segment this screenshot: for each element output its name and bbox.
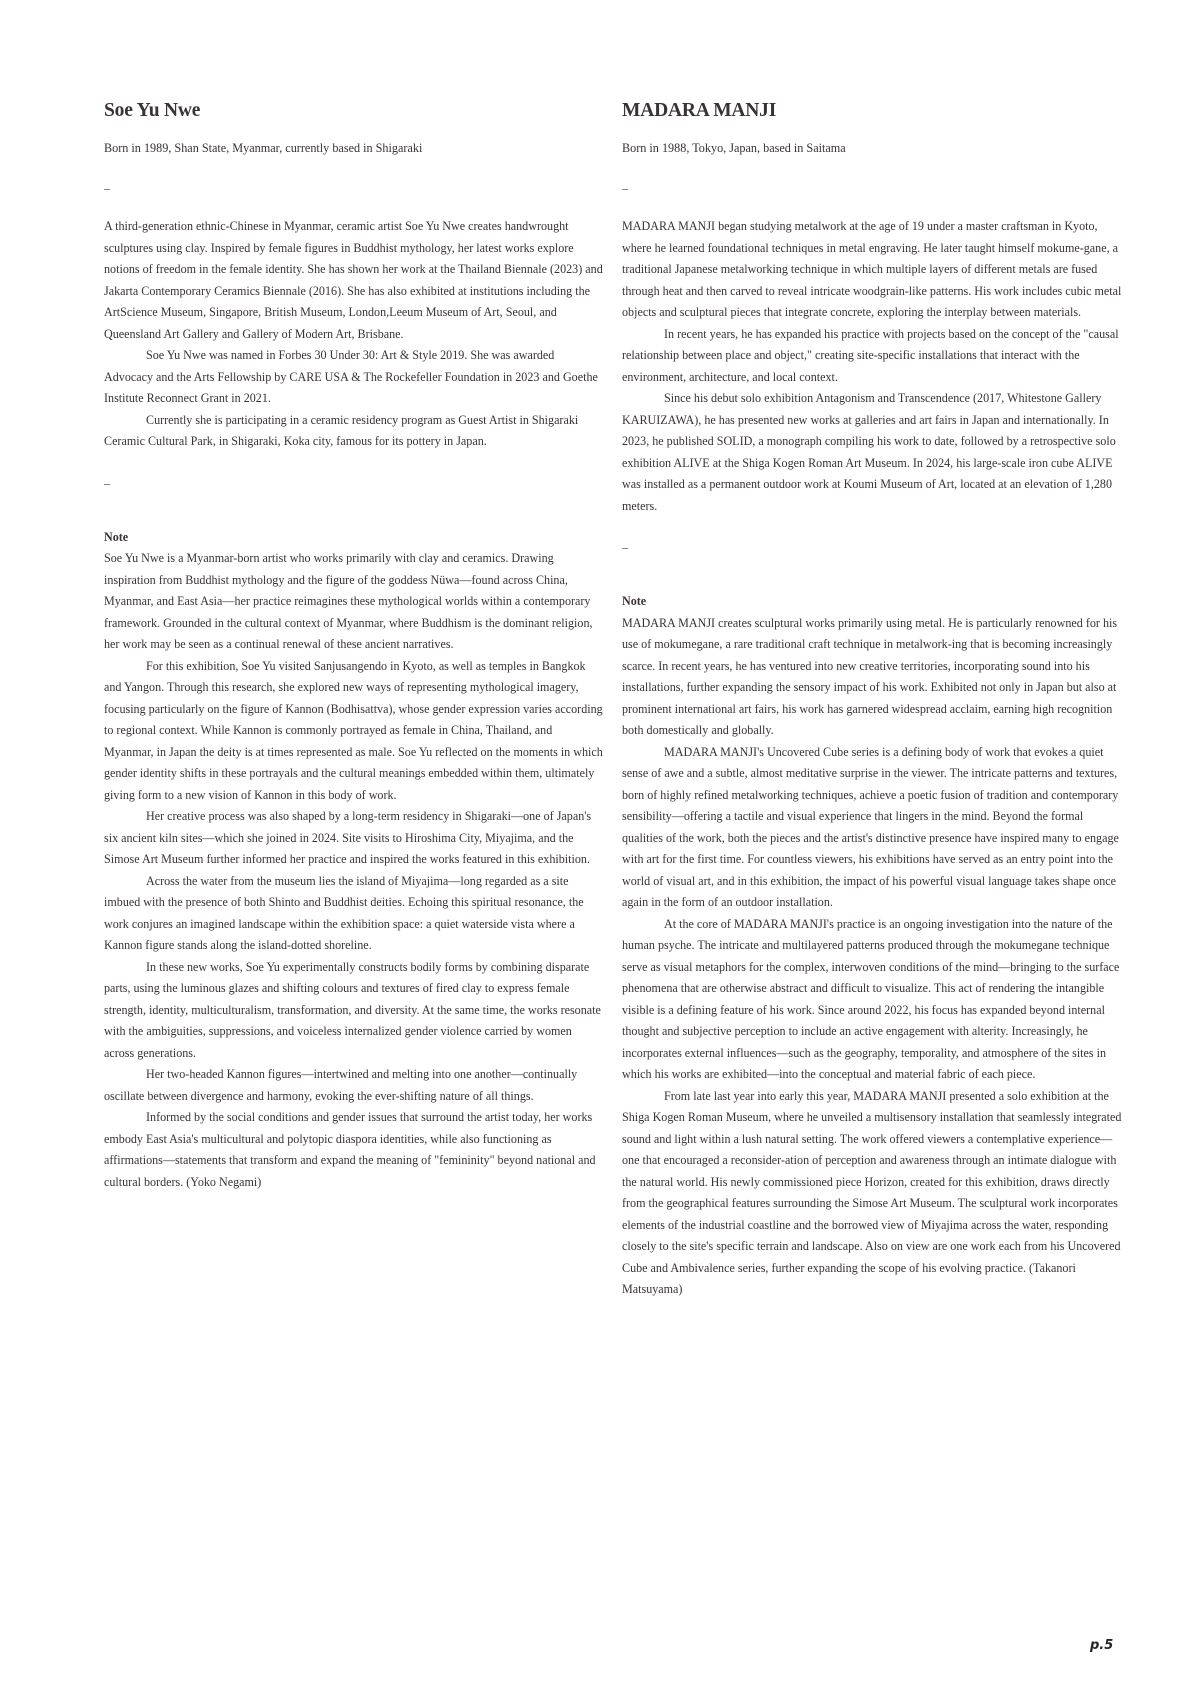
note-paragraph: MADARA MANJI's Uncovered Cube series is a defining body of work that evokes a quiet sense of awe and a subtle, almost meditative surprise in the viewer. The intricate patterns and textures, born of highly refined metalworking techniques, achieve a poetic fusion of tradition and contemporary sensibility—offering a tactile and visual experience that lingers in the mind. Beyond the formal qualities of the work, both the pieces and the artist's distinctive presence have inspired many to engage with art for the first time. For countless viewers, his exhibitions have served as an entry point into the world of visual art, and in this exhibition, the impact of his powerful visual language takes shape once again in the form of an outdoor installation.	[622, 744, 1119, 909]
section-divider-dash: –	[104, 181, 110, 195]
bio-paragraph: Currently she is participating in a ceramic residency program as Guest Artist in Shigaraki Ceramic Cultural Park, in Shigaraki, Koka city, famous for its pottery in Japan.	[104, 412, 579, 448]
note-paragraph: MADARA MANJI creates sculptural works primarily using metal. He is particularly renowned for his use of mokumegane, a rare traditional craft technique in metalwork-ing that is becoming increasingly scarce. In recent years, he has ventured into new creative territories, incorporating sound into his installations, further expanding the sensory impact of his work. Exhibited not only in Japan but also at prominent international art fairs, his work has garnered widespread acclaim, earning high recognition both domestically and globally.	[622, 615, 1118, 737]
note-paragraph: Her creative process was also shaped by a long-term residency in Shigaraki—one of Japan's six ancient kiln sites—which she joined in 2024. Site visits to Hiroshima City, Miyajima, and the Simose Art Museum further informed her practice and inspired the works featured in this exhibition.	[104, 809, 592, 866]
note-paragraph: Across the water from the museum lies the island of Miyajima—long regarded as a site imbued with the presence of both Shinto and Buddhist deities. Echoing this spiritual resonance, the work conjures an imagined landscape within the exhibition space: a quiet waterside vista where a Kannon figure stands along the island-dotted shoreline.	[104, 873, 584, 952]
section-divider-dash: –	[622, 540, 628, 554]
note-paragraph: From late last year into early this year, MADARA MANJI presented a solo exhibition at the Shiga Kogen Roman Museum, where he unveiled a multisensory installation that seamlessly integrated sound and light within a lush natural setting. The work offered viewers a contemplative experience—one that encouraged a reconsider-ation of perception and awareness through an intimate dialogue with the natural world. His newly commissioned piece Horizon, created for this exhibition, draws directly from the geographical features surrounding the Simose Art Museum. The sculptural work incorporates elements of the industrial coastline and the borrowed view of Miyajima across the water, responding closely to the site's specific terrain and landscape. Also on view are one work each from his Uncovered Cube and Ambivalence series, further expanding the scope of his evolving practice. (Takanori Matsuyama)	[622, 1088, 1122, 1296]
artist-name: MADARA MANJI	[622, 100, 777, 121]
note-heading: Note	[104, 529, 129, 544]
bio-paragraph: In recent years, he has expanded his practice with projects based on the concept of the "causal relationship between place and object," creating site-specific installations that interact with the environment, architecture, and local context.	[622, 326, 1119, 384]
bio-paragraph: Since his debut solo exhibition Antagonism and Transcendence (2017, Whitestone Gallery KARUIZAWA), he has presented new works at galleries and art fairs in Japan and internationally. In 2023, he published SOLID, a monograph compiling his work to date, followed by a retrospective solo exhibition ALIVE at the Shiga Kogen Roman Art Museum. In 2024, his large-scale iron cube ALIVE was installed as a permanent outdoor work at Koumi Museum of Art, located at an elevation of 1,280 meters.	[622, 391, 1116, 513]
note-paragraph: In these new works, Soe Yu experimentally constructs bodily forms by combining disparate parts, using the luminous glazes and shifting colours and textures of fired clay to express female strength, identity, multiculturalism, transformation, and diversity. At the same time, the works resonate with the ambiguities, suppressions, and voiceless internalized gender violence carried by women across generations.	[104, 959, 601, 1060]
note-paragraph: At the core of MADARA MANJI's practice is an ongoing investigation into the nature of the human psyche. The intricate and multilayered patterns produced through the mokumegane technique serve as visual metaphors for the complex, interwoven conditions of the mind—bringing to the surface phenomena that are otherwise abstract and difficult to visualize. This act of rendering the intangible visible is a defining feature of his work. Since around 2022, his focus has expanded beyond internal thought and subjective perception to include an active engagement with alterity. Increasingly, he incorporates external influences—such as the geography, temporality, and atmosphere of the sites in which his works are exhibited—into the conceptual and material fabric of each piece.	[622, 916, 1120, 1081]
artist-section-soe-yu-nwe	[104, 96, 604, 1193]
artist-name: Soe Yu Nwe	[104, 100, 201, 121]
note-paragraph: For this exhibition, Soe Yu visited Sanjusangendo in Kyoto, as well as temples in Bangkok and Yangon. Through this research, she explored new ways of representing mythological imagery, focusing particularly on the figure of Kannon (Bodhisattva), whose gender expression varies according to regional context. While Kannon is commonly portrayed as female in China, Thailand, and Myanmar, in Japan the deity is at times represented as male. Soe Yu reflected on the moments in which gender identity shifts in these portrayals and the cultural meanings embedded within them, ultimately giving form to a new vision of Kannon in this body of work.	[104, 658, 603, 802]
artist-note	[622, 613, 1124, 1301]
note-paragraph: Her two-headed Kannon figures—intertwined and melting into one another—continually oscillate between divergence and harmony, evoking the ever-shifting nature of all things.	[104, 1067, 578, 1103]
section-divider-dash: –	[622, 181, 628, 195]
section-divider-dash: –	[104, 475, 110, 490]
artist-birth-info: Born in 1988, Tokyo, Japan, based in Saitama	[622, 141, 846, 155]
artist-biography	[104, 216, 604, 453]
artist-section-madara-manji	[622, 96, 1124, 1301]
page-number: p.5	[1090, 1638, 1114, 1653]
bio-paragraph: A third-generation ethnic-Chinese in Myanmar, ceramic artist Soe Yu Nwe creates handwrought sculptures using clay. Inspired by female figures in Buddhist mythology, her latest works explore notions of freedom in the female identity. She has shown her work at the Thailand Biennale (2023) and Jakarta Contemporary Ceramics Biennale (2016). She has also exhibited at institutions including the ArtScience Museum, Singapore, British Museum, London,Leeum Museum of Art, Seoul, and Queensland Art Gallery and Gallery of Modern Art, Brisbane.	[104, 219, 603, 341]
bio-paragraph: MADARA MANJI began studying metalwork at the age of 19 under a master craftsman in Kyoto, where he learned foundational techniques in metal engraving. He later taught himself mokume-gane, a traditional Japanese metalworking technique in which multiple layers of different metals are fused through heat and then carved to reveal intricate woodgrain-like patterns. His work includes cubic metal objects and sculptural pieces that integrate concrete, exploring the interplay between materials.	[622, 219, 1122, 319]
note-heading: Note	[622, 594, 647, 608]
note-paragraph: Soe Yu Nwe is a Myanmar-born artist who works primarily with clay and ceramics. Drawing inspiration from Buddhist mythology and the figure of the goddess Nüwa—found across China, Myanmar, and East Asia—her practice reimagines these mythological worlds within a contemporary framework. Grounded in the cultural context of Myanmar, where Buddhism is the dominant religion, her work may be seen as a continual renewal of these ancient narratives.	[104, 551, 593, 651]
artist-birth-info: Born in 1989, Shan State, Myanmar, currently based in Shigaraki	[104, 141, 423, 155]
note-paragraph: Informed by the social conditions and gender issues that surround the artist today, her works embody East Asia's multicultural and polytopic diaspora identities, while also functioning as affirmations—statements that transform and expand the meaning of "femininity" beyond national and cultural borders. (Yoko Negami)	[104, 1110, 596, 1189]
artist-note	[104, 548, 604, 1193]
artist-biography	[622, 216, 1124, 517]
bio-paragraph: Soe Yu Nwe was named in Forbes 30 Under 30: Art & Style 2019. She was awarded Advocacy and the Arts Fellowship by CARE USA & The Rockefeller Foundation in 2023 and Goethe Institute Reconnect Grant in 2021.	[104, 348, 598, 405]
